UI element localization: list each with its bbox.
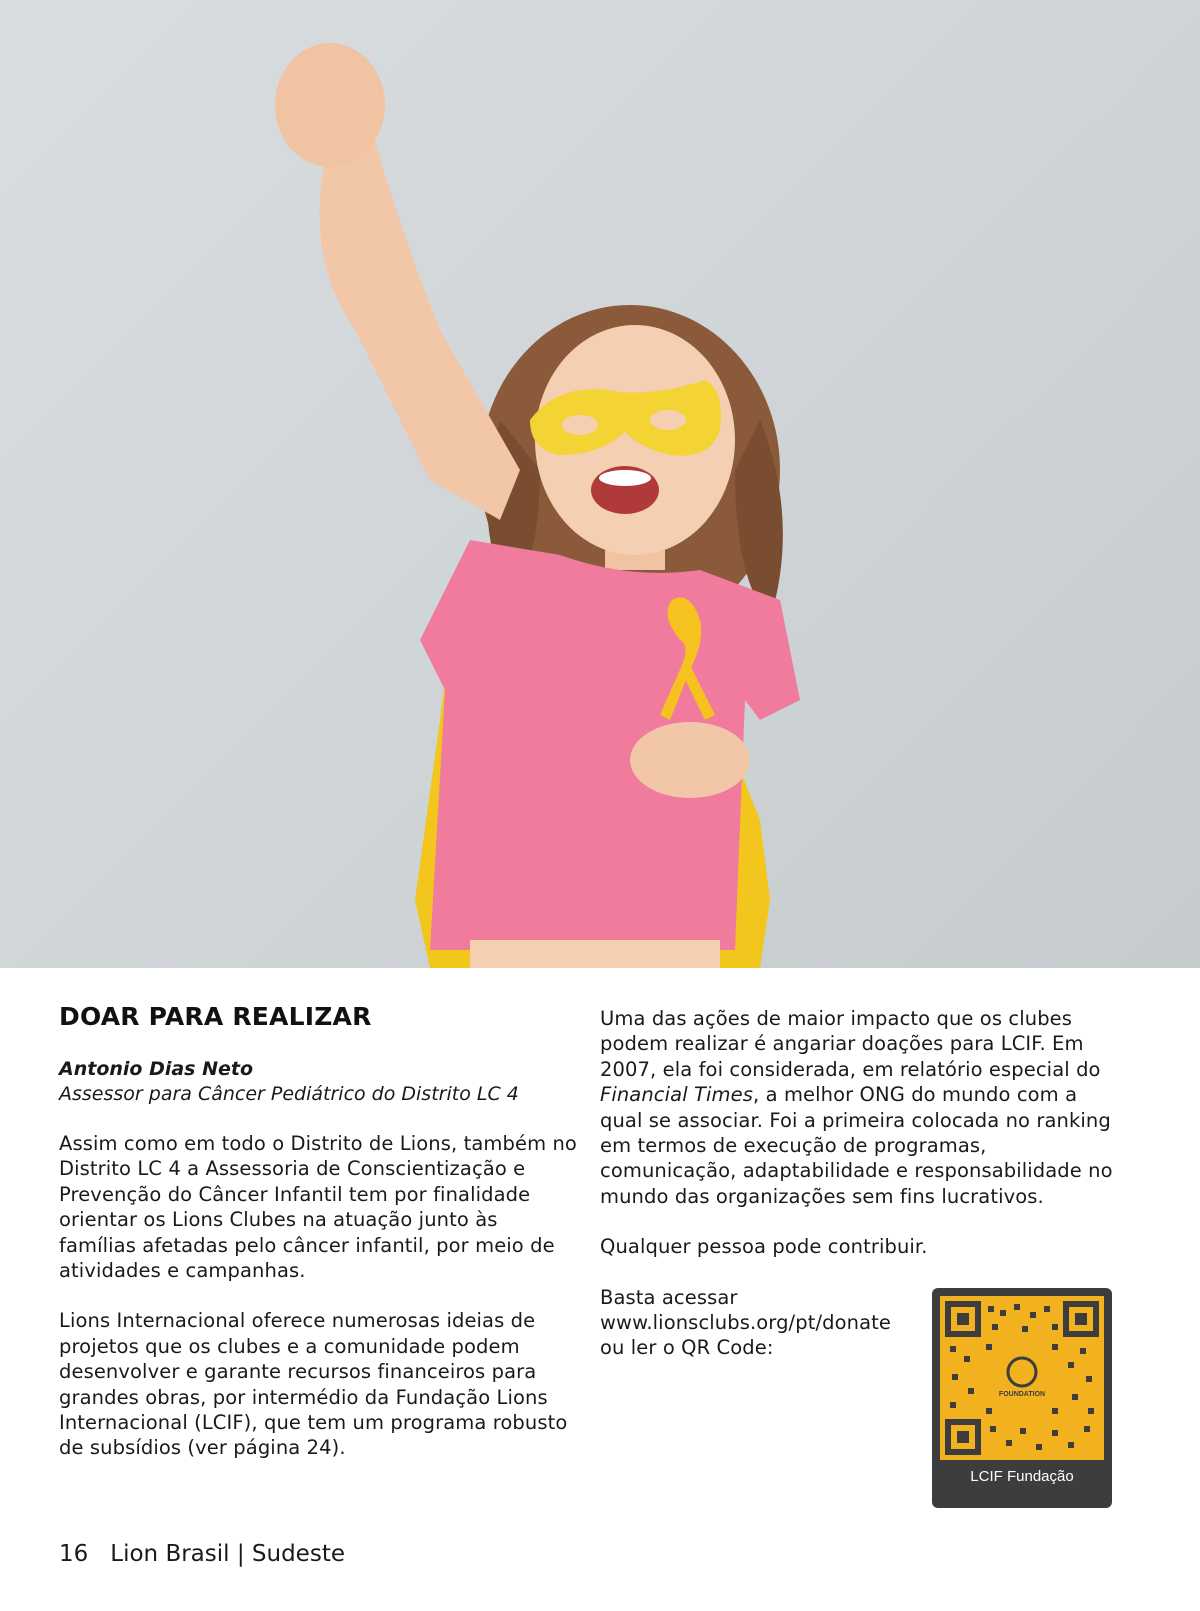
article-title: DOAR PARA REALIZAR [59, 1002, 372, 1031]
qr-code-card[interactable] [932, 1288, 1112, 1508]
page-footer [59, 1541, 345, 1567]
left-column [59, 1002, 579, 1486]
raised-arm [319, 140, 520, 520]
paragraph-3-text-b: , a melhor ONG do mundo com a qual se associar. Foi a primeira colocada no ranking em termos de execução de programas, comunicação, adaptabilidade e responsabilidade no mundo das organizações sem fins lucrativos. [600, 1083, 1113, 1208]
author-role: Assessor para Câncer Pediátrico do Distrito LC 4 [59, 1083, 519, 1105]
paragraph-4: Qualquer pessoa pode contribuir. [600, 1235, 928, 1259]
qr-foundation-label: FOUNDATION [998, 1391, 1046, 1398]
instruction-line-3: ou ler o QR Code: [600, 1336, 774, 1360]
paragraph-1: Assim como em todo o Distrito de Lions, também no Distrito LC 4 a Assessoria de Conscientização e Prevenção do Câncer Infantil tem por finalidade orientar os Lions Clubes na atuação junto às famílias afetadas pelo câncer infantil, por meio de atividades e campanhas. [59, 1132, 577, 1283]
paragraph-3 [600, 1006, 1120, 1209]
qr-code-icon [940, 1296, 1104, 1460]
publication-name: Lion Brasil | Sudeste [110, 1541, 345, 1567]
page-number: 16 [59, 1541, 89, 1567]
paragraph-3-text-a: Uma das ações de maior impacto que os clubes podem realizar é angariar doações para LCIF. Em 2007, ela foi considerada, em relatório especial do [600, 1007, 1101, 1081]
instruction-line-1: Basta acessar [600, 1285, 738, 1309]
paragraph-2: Lions Internacional oferece numerosas ideias de projetos que os clubes e a comunidade podem desenvolver e garante recursos financeiros para grandes obras, por intermédio da Fundação Lions Internacional (LCIF), que tem um programa robusto de subsídios (ver página 24). [59, 1309, 568, 1460]
hand-on-chest [630, 722, 750, 798]
financial-times-name: Financial Times [600, 1083, 753, 1107]
donate-url[interactable]: www.lionsclubs.org/pt/donate [600, 1311, 891, 1335]
fist [275, 43, 385, 167]
author-name: Antonio Dias Neto [59, 1058, 254, 1080]
qr-caption: LCIF Fundação [970, 1468, 1074, 1485]
qr-code[interactable] [940, 1296, 1104, 1460]
lions-logo-icon [1008, 1358, 1036, 1386]
